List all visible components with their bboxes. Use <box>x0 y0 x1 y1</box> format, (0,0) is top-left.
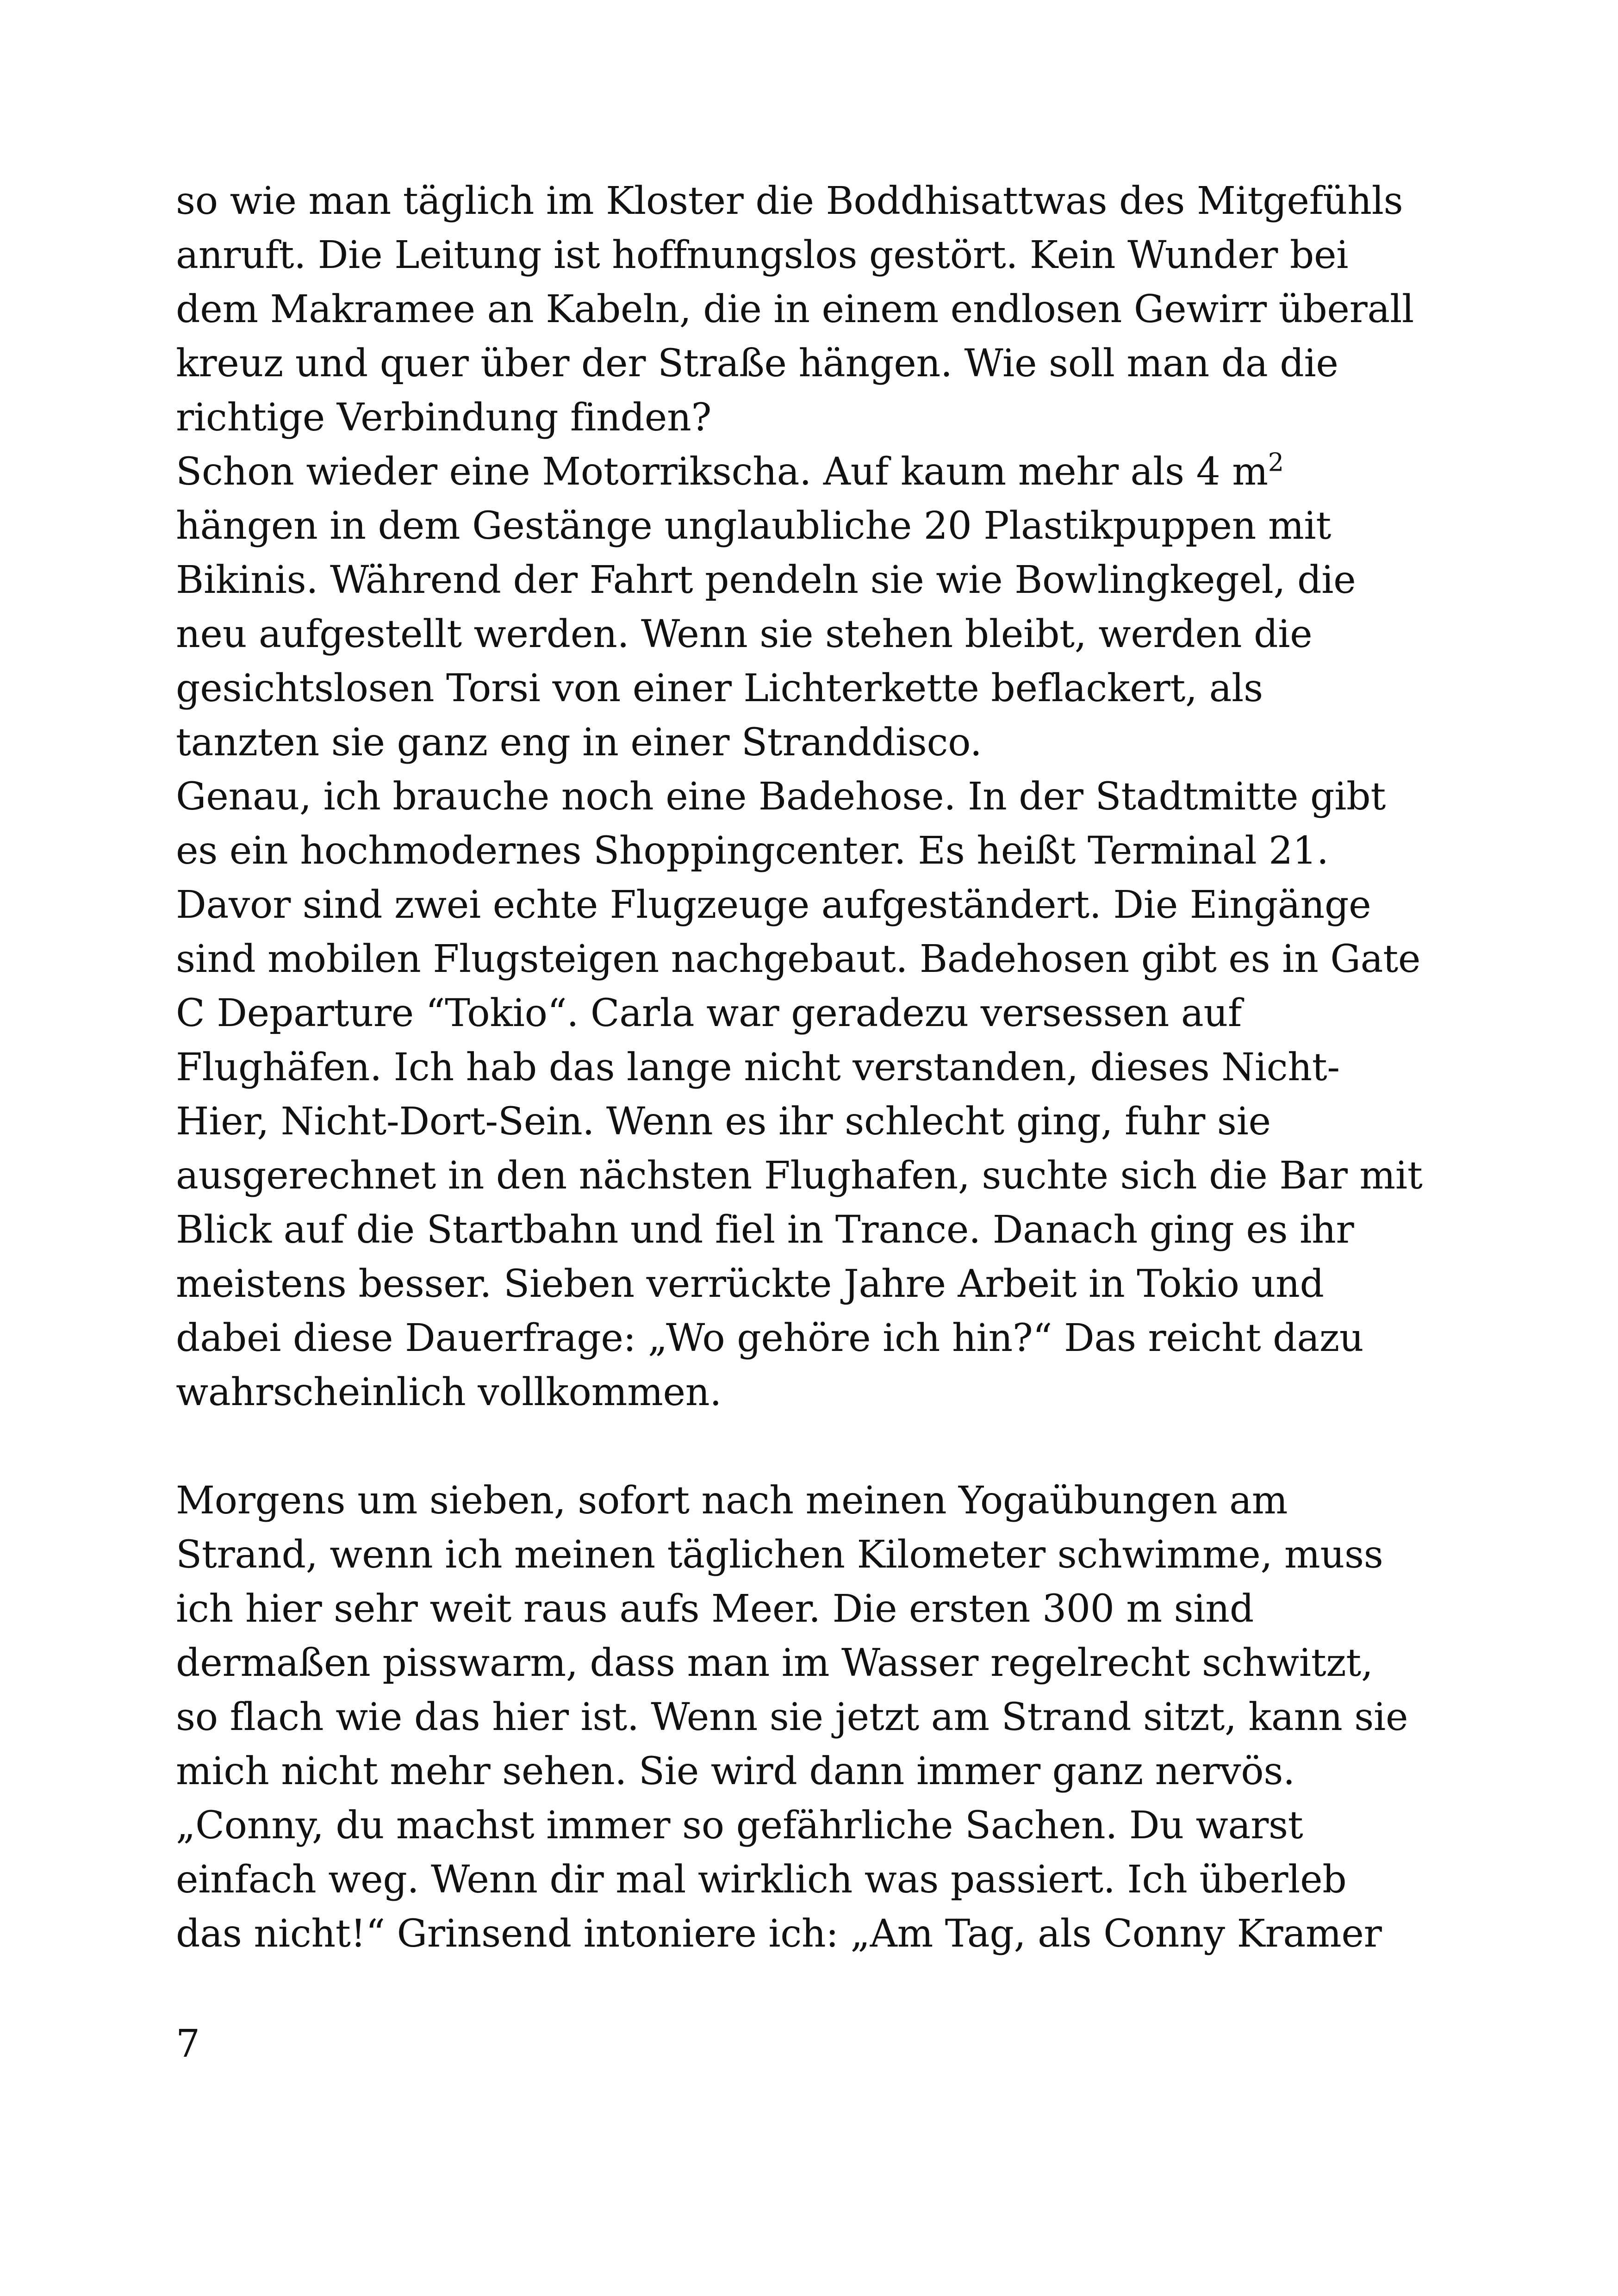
text-line-with-superscript <box>176 445 1453 499</box>
text-line: wahrscheinlich vollkommen. <box>176 1370 722 1414</box>
text-line: so flach wie das hier ist. Wenn sie jetzt am Strand sitzt, kann sie <box>176 1695 1408 1739</box>
text-line: Davor sind zwei echte Flugzeuge aufgeständert. Die Eingänge <box>176 883 1371 927</box>
superscript-exponent: 2 <box>1268 448 1284 477</box>
text-line: mich nicht mehr sehen. Sie wird dann immer ganz nervös. <box>176 1749 1295 1793</box>
text-line: „Conny, du machst immer so gefährliche Sachen. Du warst <box>176 1804 1303 1848</box>
text-line: Genau, ich brauche noch eine Badehose. In der Stadtmitte gibt <box>176 775 1386 819</box>
text-line: ich hier sehr weit raus aufs Meer. Die ersten 300 m sind <box>176 1587 1254 1631</box>
text-line: ausgerechnet in den nächsten Flughafen, suchte sich die Bar mit <box>176 1154 1423 1198</box>
page-number: 7 <box>176 2022 200 2066</box>
text-line: Blick auf die Startbahn und fiel in Trance. Danach ging es ihr <box>176 1208 1354 1252</box>
text-line: C Departure “Tokio“. Carla war geradezu versessen auf <box>176 991 1242 1035</box>
text-line: kreuz und quer über der Straße hängen. Wie soll man da die <box>176 342 1338 386</box>
text-line: anruft. Die Leitung ist hoffnungslos gestört. Kein Wunder bei <box>176 233 1349 277</box>
text-line: hängen in dem Gestänge unglaubliche 20 Plastikpuppen mit <box>176 504 1331 548</box>
text-line: einfach weg. Wenn dir mal wirklich was passiert. Ich überleb <box>176 1858 1347 1902</box>
text-line: Flughäfen. Ich hab das lange nicht verstanden, dieses Nicht- <box>176 1045 1340 1089</box>
text-line: neu aufgestellt werden. Wenn sie stehen bleibt, werden die <box>176 612 1313 656</box>
text-line: tanzten sie ganz eng in einer Stranddisco. <box>176 721 982 765</box>
text-line: das nicht!“ Grinsend intoniere ich: „Am Tag, als Conny Kramer <box>176 1912 1382 1956</box>
paragraph-gap <box>176 1419 1453 1474</box>
text-line-segment: Schon wieder eine Motorrikscha. Auf kaum mehr als 4 m <box>176 450 1268 494</box>
text-line: richtige Verbindung finden? <box>176 396 712 440</box>
text-line: sind mobilen Flugsteigen nachgebaut. Badehosen gibt es in Gate <box>176 937 1421 981</box>
text-line: dabei diese Dauerfrage: „Wo gehöre ich hin?“ Das reicht dazu <box>176 1316 1364 1360</box>
text-line: so wie man täglich im Kloster die Boddhisattwas des Mitgefühls <box>176 179 1403 223</box>
text-line: es ein hochmodernes Shoppingcenter. Es heißt Terminal 21. <box>176 829 1329 873</box>
text-line: dermaßen pisswarm, dass man im Wasser regelrecht schwitzt, <box>176 1641 1373 1685</box>
text-line: meistens besser. Sieben verrückte Jahre Arbeit in Tokio und <box>176 1262 1324 1306</box>
text-line: Morgens um sieben, sofort nach meinen Yogaübungen am <box>176 1479 1288 1523</box>
body-text <box>176 174 1453 1961</box>
text-line: Bikinis. Während der Fahrt pendeln sie wie Bowlingkegel, die <box>176 558 1356 602</box>
text-line: Hier, Nicht-Dort-Sein. Wenn es ihr schlecht ging, fuhr sie <box>176 1100 1271 1144</box>
text-line: gesichtslosen Torsi von einer Lichterkette beflackert, als <box>176 666 1263 710</box>
text-line: Strand, wenn ich meinen täglichen Kilometer schwimme, muss <box>176 1533 1383 1577</box>
text-line: dem Makramee an Kabeln, die in einem endlosen Gewirr überall <box>176 287 1414 331</box>
